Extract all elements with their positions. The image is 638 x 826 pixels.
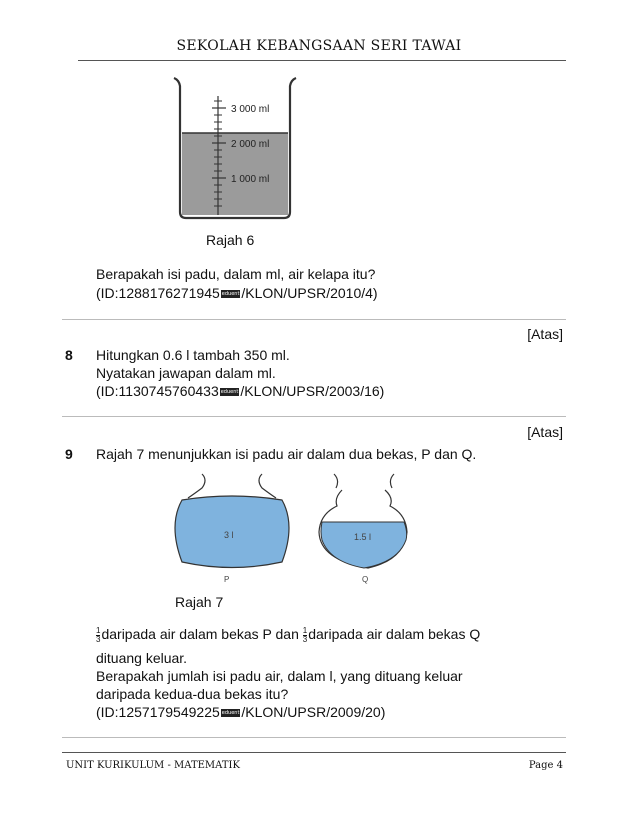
flasks-figure [172, 470, 412, 590]
page-header: SEKOLAH KEBANGSAAN SERI TAWAI [176, 38, 462, 54]
footer-page-number: Page 4 [528, 760, 563, 771]
q9-id-suffix: /KLON/UPSR/2009/20) [241, 704, 386, 720]
q8-line1: Hitungkan 0.6 l tambah 350 ml. [96, 347, 290, 363]
q8-id-prefix: (ID:1130745760433 [96, 383, 219, 399]
beaker-figure [170, 72, 320, 222]
q9-line1: Rajah 7 menunjukkan isi padu air dalam dua bekas, P dan Q. [96, 446, 477, 462]
footer-divider [62, 752, 566, 753]
q9-line3: dituang keluar. [96, 650, 188, 666]
scale-label-2000: 2 000 ml [231, 139, 270, 150]
separator [62, 737, 566, 738]
eduent-badge: eduent [220, 389, 239, 396]
figure6-caption: Rajah 6 [206, 232, 255, 248]
scale-label-1000: 1 000 ml [231, 174, 270, 185]
footer-unit: UNIT KURIKULUM - MATEMATIK [66, 760, 240, 771]
flask-p-volume: 3 l [224, 530, 234, 540]
q9-line5: daripada kedua-dua bekas itu? [96, 686, 289, 702]
q7-id-prefix: (ID:1288176271945 [96, 285, 220, 301]
header-divider [78, 60, 566, 61]
q9-id-prefix: (ID:1257179549225 [96, 704, 220, 720]
separator [62, 416, 566, 417]
q8-id-suffix: /KLON/UPSR/2003/16) [240, 383, 385, 399]
flask-q-water [321, 522, 407, 568]
q9-line2 [96, 626, 480, 644]
scale-label-3000: 3 000 ml [231, 104, 270, 115]
atas-link[interactable]: [Atas] [527, 424, 563, 440]
flask-p-name: P [224, 575, 230, 584]
q8-line2: Nyatakan jawapan dalam ml. [96, 365, 276, 381]
q9-text-q: daripada air dalam bekas Q [308, 626, 481, 642]
flask-p-neck [188, 474, 276, 498]
q8-id-line [96, 383, 384, 400]
q8-number: 8 [65, 347, 73, 363]
atas-link[interactable]: [Atas] [527, 326, 563, 342]
q9-id-line [96, 704, 385, 721]
fraction-one-third: $\frac{1}{3}$ [96, 625, 101, 644]
eduent-badge: eduent [221, 291, 240, 298]
flask-q-volume: 1.5 l [354, 532, 372, 542]
q9-line4: Berapakah jumlah isi padu air, dalam l, yang dituang keluar [96, 668, 463, 684]
separator [62, 319, 566, 320]
flask-q-neck [334, 474, 394, 488]
q9-number: 9 [65, 446, 73, 462]
q7-id-line [96, 285, 378, 302]
q7-id-suffix: /KLON/UPSR/2010/4) [241, 285, 378, 301]
eduent-badge: eduent [221, 710, 240, 717]
q7-question-text: Berapakah isi padu, dalam ml, air kelapa itu? [96, 266, 376, 282]
figure7-caption: Rajah 7 [175, 594, 224, 610]
fraction-one-third: $\frac{1}{3}$ [302, 625, 308, 644]
flask-q-name: Q [362, 575, 369, 584]
q9-text-p: daripada air dalam bekas P dan [101, 626, 303, 642]
